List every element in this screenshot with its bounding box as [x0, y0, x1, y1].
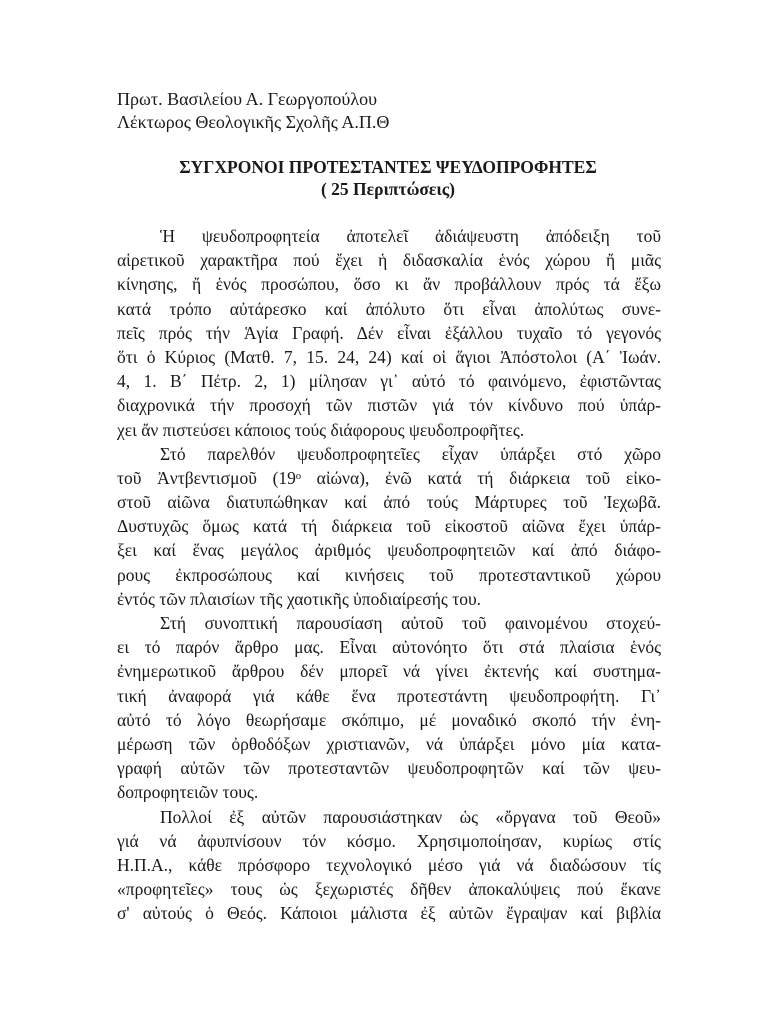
body-line: ἐντός τῶν πλαισίων τῆς χαοτικῆς ὑποδιαίρεσής του.: [117, 588, 482, 609]
body-line: «προφητεῖες» τους ὡς ξεχωριστές δῆθεν ἀποκαλύψεις πού ἔκανε: [117, 879, 661, 900]
body-line: Στό παρελθόν ψευδοπροφητεῖες εἶχαν ὑπάρξει στό χῶρο: [160, 443, 661, 464]
body-line: Δυστυχῶς ὅμως κατά τή διάρκεια τοῦ εἰκοστοῦ αἰῶνα ἔχει ὑπάρ-: [117, 516, 661, 537]
body-line: πεῖς πρός τήν Ἁγία Γραφή. Δέν εἶναι ἐξάλλου τυχαῖο τό γεγονός: [117, 322, 661, 343]
body-line: σ' αὐτούς ὁ Θεός. Κάποιοι μάλιστα ἐξ αὐτῶν ἔγραψαν καί βιβλία: [117, 903, 661, 924]
body-line: 4, 1. Β΄ Πέτρ. 2, 1) μίλησαν γι᾽ αὐτό τό φαινόμενο, ἐφιστῶντας: [117, 371, 661, 392]
body-line: ξει καί ἕνας μεγάλος ἀριθμός ψευδοπροφητειῶν καί ἀπό διάφο-: [117, 540, 661, 561]
body-line: στοῦ αἰῶνα διατυπώθηκαν καί ἀπό τούς Μάρτυρες τοῦ Ἰεχωβᾶ.: [117, 492, 661, 513]
body-line: ρους ἐκπροσώπους καί κινήσεις τοῦ προτεσταντικοῦ χώρου: [117, 564, 661, 585]
author-block: [117, 88, 389, 134]
body-line: γιά νά ἀφυπνίσουν τόν κόσμο. Χρησιμοποίησαν, κυρίως στίς: [117, 830, 661, 851]
body-line: Ἡ ψευδοπροφητεία ἀποτελεῖ ἀδιάψευστη ἀπόδειξη τοῦ: [160, 226, 661, 246]
body-line: γραφή αὐτῶν τῶν προτεσταντῶν ψευδοπροφητῶν καί τῶν ψευ-: [117, 758, 661, 779]
body-line: Η.Π.Α., κάθε πρόσφορο τεχνολογικό μέσο γιά νά διαδώσουν τίς: [117, 854, 661, 875]
body-line: ἐνημερωτικοῦ ἄρθρου δέν μπορεῖ νά γίνει ἐκτενής καί συστημα-: [117, 661, 661, 682]
author-affiliation: Λέκτωρος Θεολογικῆς Σχολῆς Α.Π.Θ: [117, 112, 390, 132]
body-line: αὐτό τό λόγο θεωρήσαμε σκόπιμο, μέ μοναδικό σκοπό τήν ἐνη-: [117, 709, 661, 730]
author-name: Πρωτ. Βασιλείου Α. Γεωργοπούλου: [117, 89, 377, 109]
body-line: Στή συνοπτική παρουσίαση αὐτοῦ τοῦ φαινομένου στοχεύ-: [160, 613, 661, 633]
body-line: αἱρετικοῦ χαρακτῆρα πού ἔχει ἡ διδασκαλία ἑνός χώρου ἤ μιᾶς: [117, 250, 661, 271]
body-line: χει ἄν πιστεύσει κάποιος τούς διάφορους ψευδοπροφῆτες.: [117, 419, 525, 440]
body-line: ει τό παρόν ἄρθρο μας. Εἶναι αὐτονόητο ὅτι στά πλαίσια ἑνός: [117, 637, 661, 658]
body-line: κατά τρόπο αὐτάρεσκο καί ἀπόλυτο ὅτι εἶναι ἀπολύτως συνε-: [117, 298, 661, 319]
title-block: [100, 156, 676, 200]
body-line: κίνησης, ἤ ἑνός προσώπου, ὅσο κι ἄν προβάλλουν πρός τά ἔξω: [117, 274, 661, 295]
body-line: ὅτι ὁ Κύριος (Ματθ. 7, 15. 24, 24) καί οἱ ἅγιοι Ἀπόστολοι (Α΄ Ἰωάν.: [117, 346, 661, 367]
body-text: [117, 224, 661, 925]
body-line: Πολλοί ἐξ αὐτῶν παρουσιάστηκαν ὡς «ὄργανα τοῦ Θεοῦ»: [160, 806, 661, 827]
body-line: διαχρονικά τήν προσοχή τῶν πιστῶν γιά τόν κίνδυνο πού ὑπάρ-: [117, 395, 661, 416]
document-subtitle: ( 25 Περιπτώσεις): [320, 179, 456, 199]
body-line: τοῦ Ἀντβεντισμοῦ (19ᵒ αἰώνα), ἐνῶ κατά τή διάρκεια τοῦ εἰκο-: [117, 467, 661, 488]
body-line: μέρωση τῶν ὀρθοδόξων χριστιανῶν, νά ὑπάρξει μόνο μία κατα-: [117, 733, 661, 754]
document-title: ΣΥΓΧΡΟΝΟΙ ΠΡΟΤΕΣΤΑΝΤΕΣ ΨΕΥΔΟΠΡΟΦΗΤΕΣ: [179, 157, 597, 177]
body-line: τική ἀναφορά γιά κάθε ἕνα προτεστάντη ψευδοπροφήτη. Γι᾽: [117, 685, 661, 706]
body-line: δοπροφητειῶν τους.: [117, 782, 259, 803]
